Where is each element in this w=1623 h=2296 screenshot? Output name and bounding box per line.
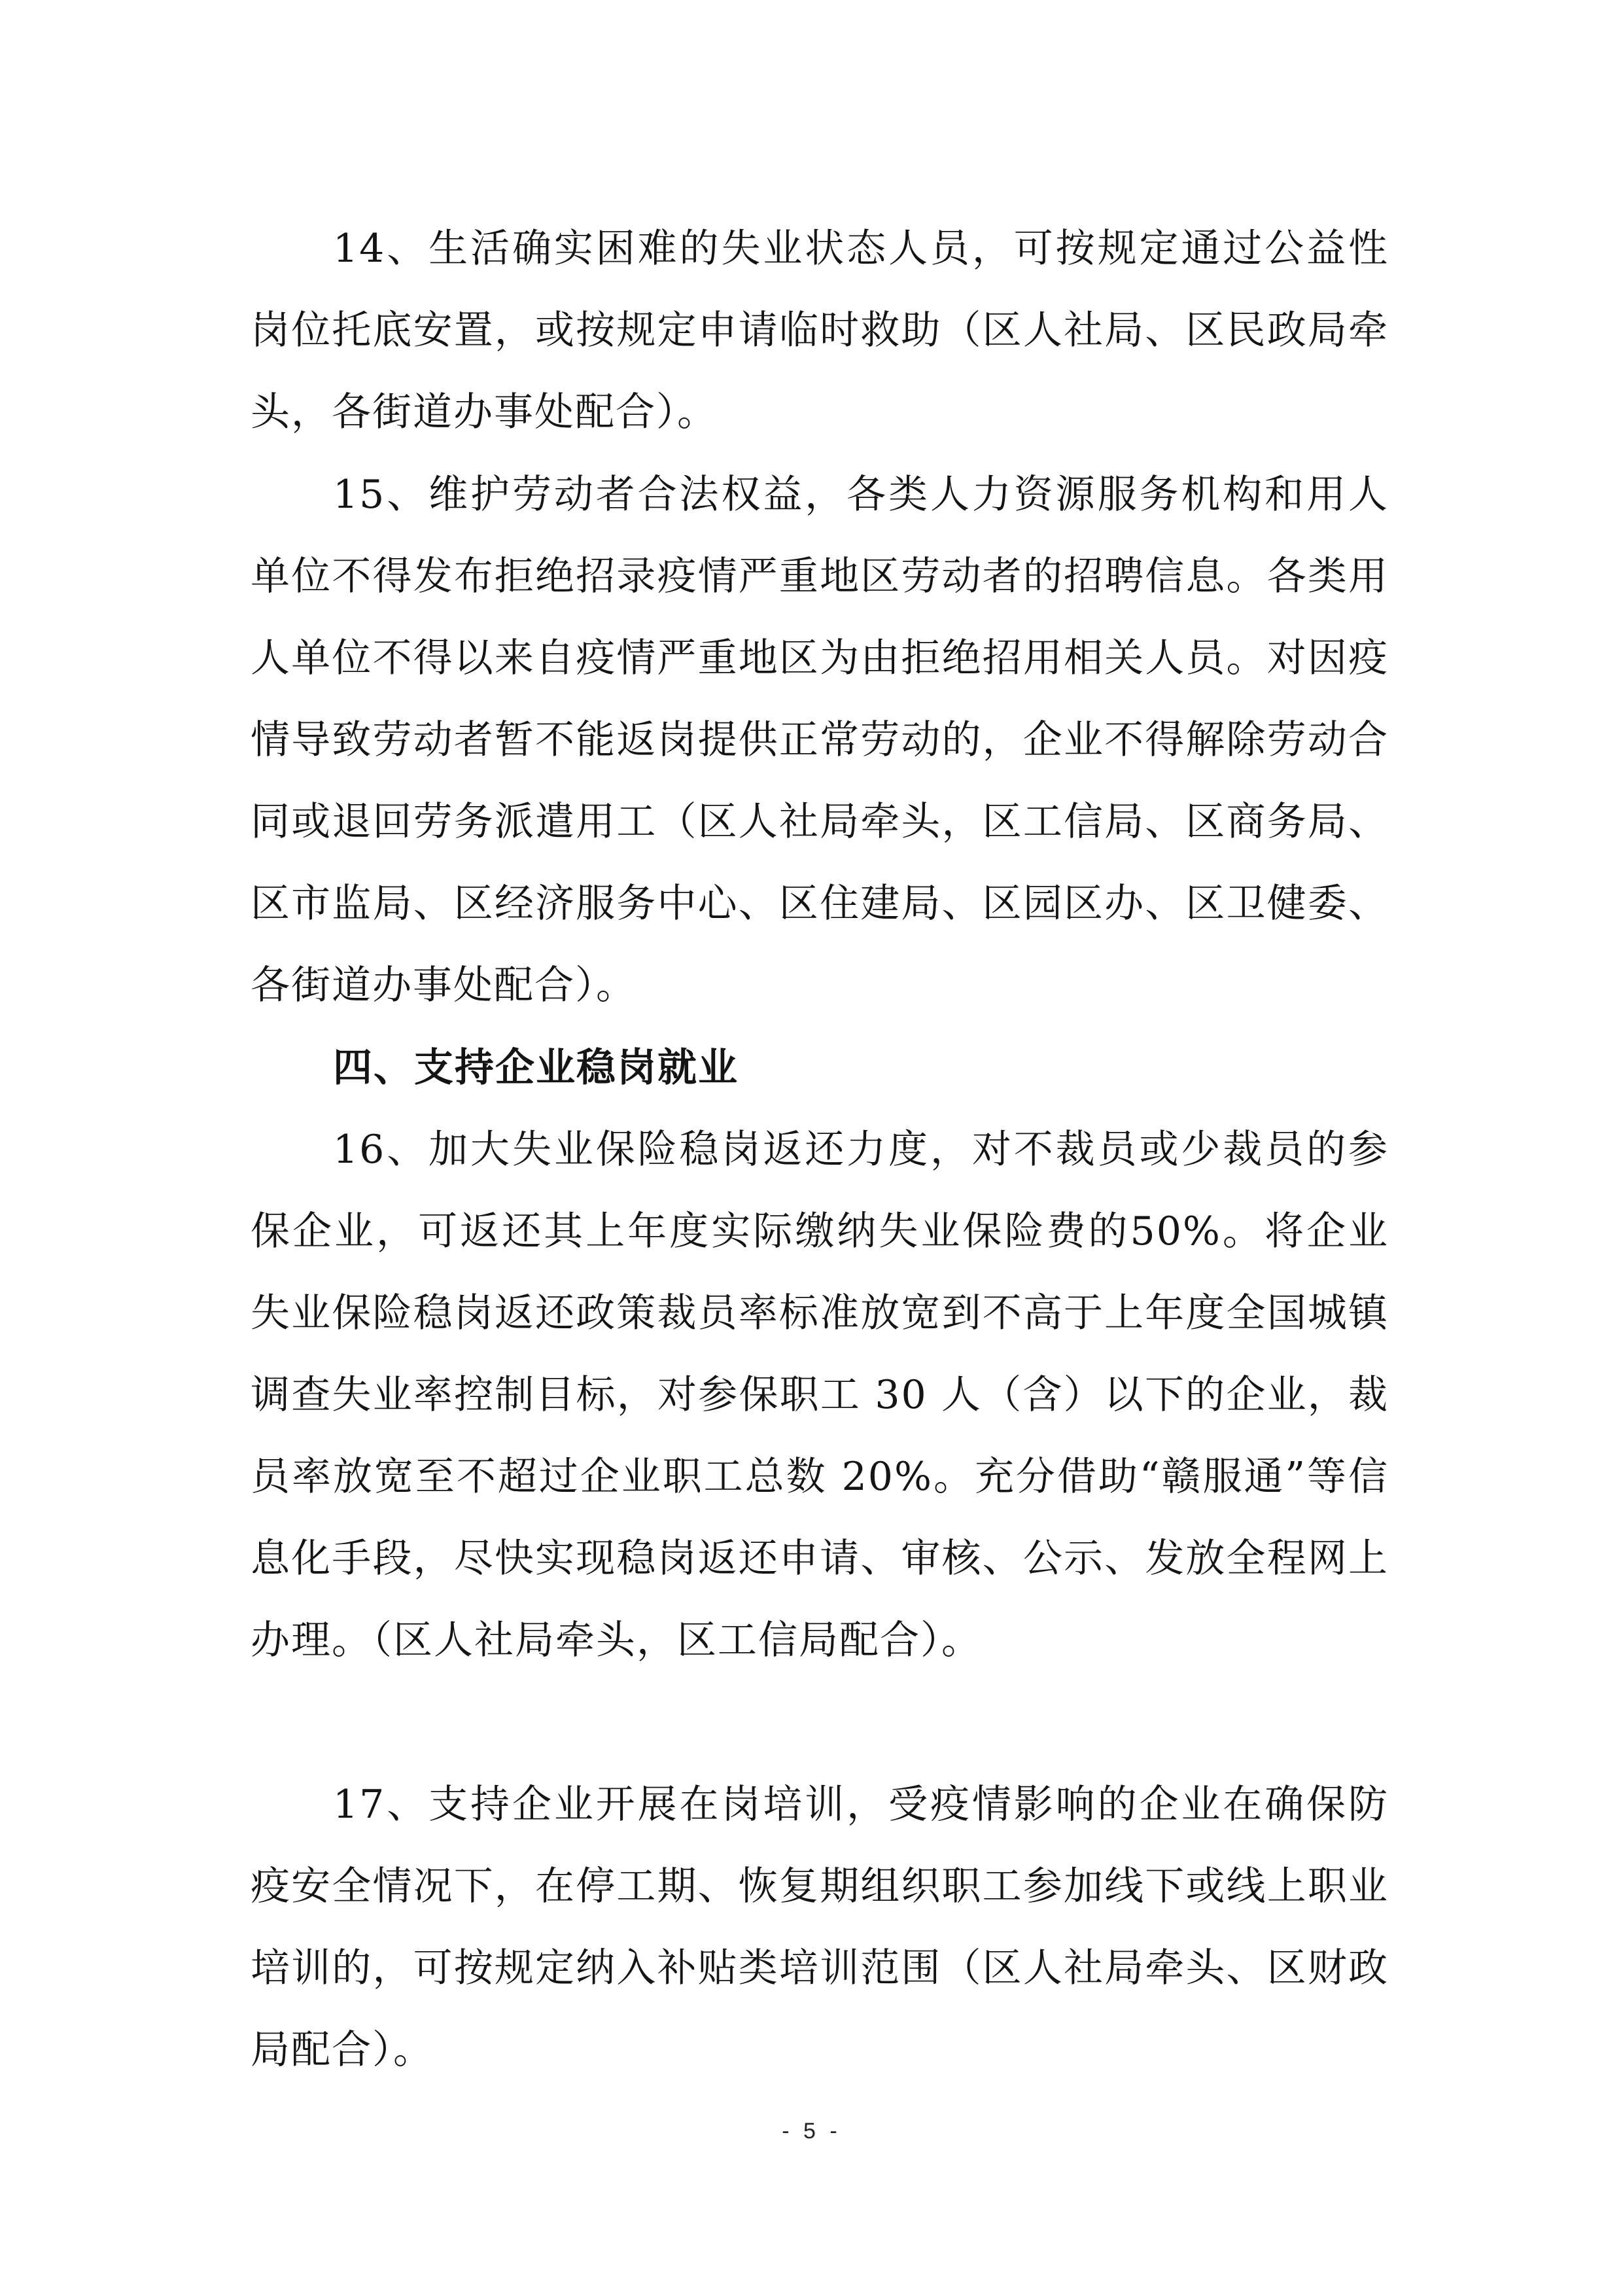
section-heading-4: 四、支持企业稳岗就业 — [333, 1045, 739, 1091]
paragraph-15: 15、维护劳动者合法权益，各类人力资源服务机构和用人单位不得发布拒绝招录疫情严重地区劳动者的招聘信息。各类用人单位不得以来自疫情严重地区为由拒绝招用相关人员。对因疫情导致劳动者暂不能返岗提供正常劳动的，企业不得解除劳动合同或退回劳务派遣用工（区人社局牵头，区工信局、区商务局、区市监局、区经济服务中心、区住建局、区园区办、区卫健委、各街道办事处配合）。 — [251, 472, 1389, 1008]
page-number: - 5 - — [782, 2119, 841, 2144]
paragraph-17: 17、支持企业开展在岗培训，受疫情影响的企业在确保防疫安全情况下，在停工期、恢复期组织职工参加线下或线上职业培训的，可按规定纳入补贴类培训范围（区人社局牵头、区财政局配合）。 — [251, 1782, 1389, 2073]
paragraph-16: 16、加大失业保险稳岗返还力度，对不裁员或少裁员的参保企业，可返还其上年度实际缴纳失业保险费的50%。将企业失业保险稳岗返还政策裁员率标准放宽到不高于上年度全国城镇调查失业率控制目标，对参保职工 30 人（含）以下的企业，裁员率放宽至不超过企业职工总数 20%。充分借助“赣服通”等信息化手段，尽快实现稳岗返还申请、审核、公示、发放全程网上办理。（区人社局牵头，区工信局配合）。 — [251, 1127, 1389, 1663]
paragraph-14: 14、生活确实困难的失业状态人员，可按规定通过公益性岗位托底安置，或按规定申请临时救助（区人社局、区民政局牵头，各街道办事处配合）。 — [251, 226, 1389, 435]
